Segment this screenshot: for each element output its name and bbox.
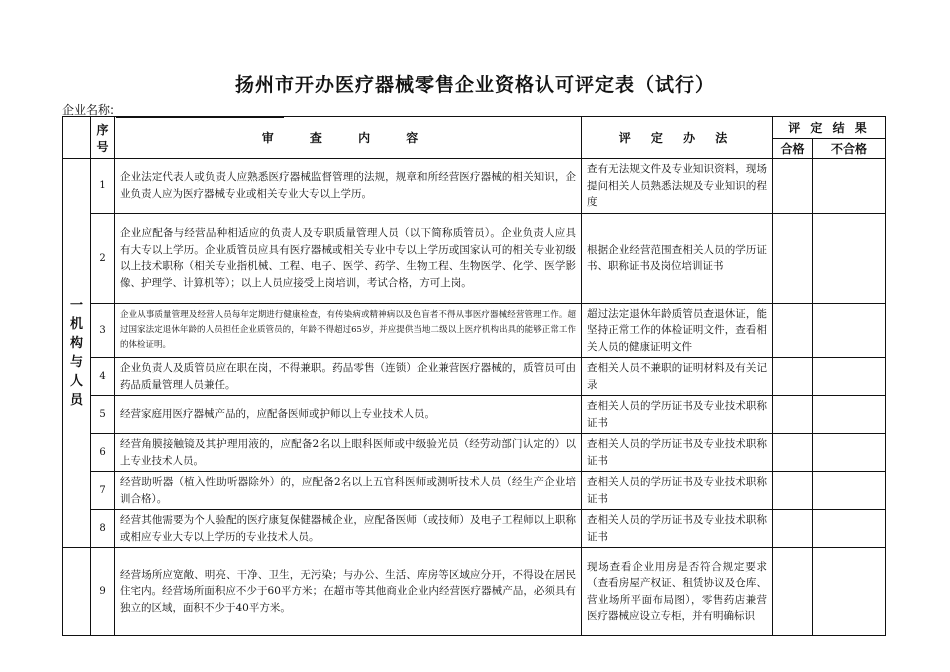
table-row [63,303,886,358]
row-content: 企业负责人及质管员应在职在岗，不得兼职。药品零售（连锁）企业兼营医疗器械的，质管员可由药品质量管理人员兼任。 [115,358,582,396]
row-method: 超过法定退休年龄质管员查退休证，能坚持正常工作的体检证明文件，查看相关人员的健康证明文件 [582,303,773,358]
row-num: 1 [91,159,115,214]
row-method: 查相关人员的学历证书及专业技术职称证书 [582,472,773,510]
fail-cell[interactable] [813,213,886,303]
header-pass: 合格 [773,139,813,159]
company-name-label: 企业名称: [62,103,115,117]
table-row [63,472,886,510]
row-content: 企业法定代表人或负责人应熟悉医疗器械监督管理的法规，规章和所经营医疗器械的相关知识，企业负责人应为医疗器械专业或相关专业大专以上学历。 [115,159,582,214]
row-method: 查有无法规文件及专业知识资料，现场提问相关人员熟悉法规及专业知识的程度 [582,159,773,214]
row-content: 企业应配备与经营品种相适应的负责人及专职质量管理人员（以下简称质管员）。企业负责人应具有大专以上学历。企业质管员应具有医疗器械或相关专业中专以上学历或国家认可的相关专业初级以上技术职称（相关专业指机械、工程、电子、医学、药学、生物工程、生物医学、化学、医学影像、护理学、计算机等）；以上人员应接受上岗培训，考试合格，方可上岗。 [115,213,582,303]
header-fail: 不合格 [813,139,886,159]
header-content: 审 查 内 容 [115,117,582,159]
table-row [63,548,886,636]
table-row [63,434,886,472]
header-method: 评 定 办 法 [582,117,773,159]
header-result: 评 定 结 果 [773,117,886,139]
pass-cell[interactable] [773,472,813,510]
row-content: 企业从事质量管理及经营人员每年定期进行健康检查，有传染病或精神病以及色盲者不得从事医疗器械经营管理工作。超过国家法定退休年龄的人员担任企业质管员的，年龄不得超过65岁，并应提供当地二级以上医疗机构出具的能够正常工作的体检证明。 [115,303,582,358]
row-num: 5 [91,396,115,434]
row-method: 查相关人员的学历证书及专业技术职称证书 [582,510,773,548]
row-num: 2 [91,213,115,303]
category-personnel-label: 一机构与人员 [69,298,83,408]
table-row [63,213,886,303]
pass-cell[interactable] [773,159,813,214]
pass-cell[interactable] [773,548,813,636]
row-content: 经营助听器（植入性助听器除外）的，应配备2名以上五官科医师或测听技术人员（经生产企业培训合格）。 [115,472,582,510]
row-num: 9 [91,548,115,636]
category-personnel [63,159,91,548]
fail-cell[interactable] [813,510,886,548]
evaluation-table [62,116,886,636]
page-title: 扬州市开办医疗器械零售企业资格认可评定表（试行） [234,74,715,96]
pass-cell[interactable] [773,358,813,396]
fail-cell[interactable] [813,303,886,358]
table-row [63,510,886,548]
row-method: 查相关人员的学历证书及专业技术职称证书 [582,434,773,472]
pass-cell[interactable] [773,396,813,434]
fail-cell[interactable] [813,159,886,214]
pass-cell[interactable] [773,213,813,303]
row-method: 查相关人员不兼职的证明材料及有关记录 [582,358,773,396]
table-row [63,159,886,214]
fail-cell[interactable] [813,548,886,636]
row-num: 3 [91,303,115,358]
header-category [63,117,91,159]
row-method: 现场查看企业用房是否符合规定要求（查看房屋产权证、租赁协议及仓库、营业场所平面布局图），零售药店兼营医疗器械应设立专柜，并有明确标识 [582,548,773,636]
row-method: 查相关人员的学历证书及专业技术职称证书 [582,396,773,434]
row-num: 7 [91,472,115,510]
row-content: 经营其他需要为个人验配的医疗康复保健器械企业，应配备医师（或技师）及电子工程师以上职称或相应专业大专以上学历的专业技术人员。 [115,510,582,548]
row-num: 8 [91,510,115,548]
pass-cell[interactable] [773,434,813,472]
pass-cell[interactable] [773,510,813,548]
category-premises [63,548,91,636]
row-num: 4 [91,358,115,396]
header-seq: 序号 [91,117,115,159]
fail-cell[interactable] [813,358,886,396]
row-content: 经营家庭用医疗器械产品的，应配备医师或护师以上专业技术人员。 [115,396,582,434]
fail-cell[interactable] [813,396,886,434]
row-method: 根据企业经营范围查相关人员的学历证书、职称证书及岗位培训证书 [582,213,773,303]
table-row [63,396,886,434]
row-content: 经营角膜接触镜及其护理用液的，应配备2名以上眼科医师或中级验光员（经劳动部门认定的）以上专业技术人员。 [115,434,582,472]
row-num: 6 [91,434,115,472]
pass-cell[interactable] [773,303,813,358]
fail-cell[interactable] [813,434,886,472]
fail-cell[interactable] [813,472,886,510]
row-content: 经营场所应宽敞、明亮、干净、卫生，无污染；与办公、生活、库房等区域应分开，不得设在居民住宅内。经营场所面积应不少于60平方米；在超市等其他商业企业内经营医疗器械产品，必须具有独立的区域，面积不少于40平方米。 [115,548,582,636]
table-row [63,358,886,396]
